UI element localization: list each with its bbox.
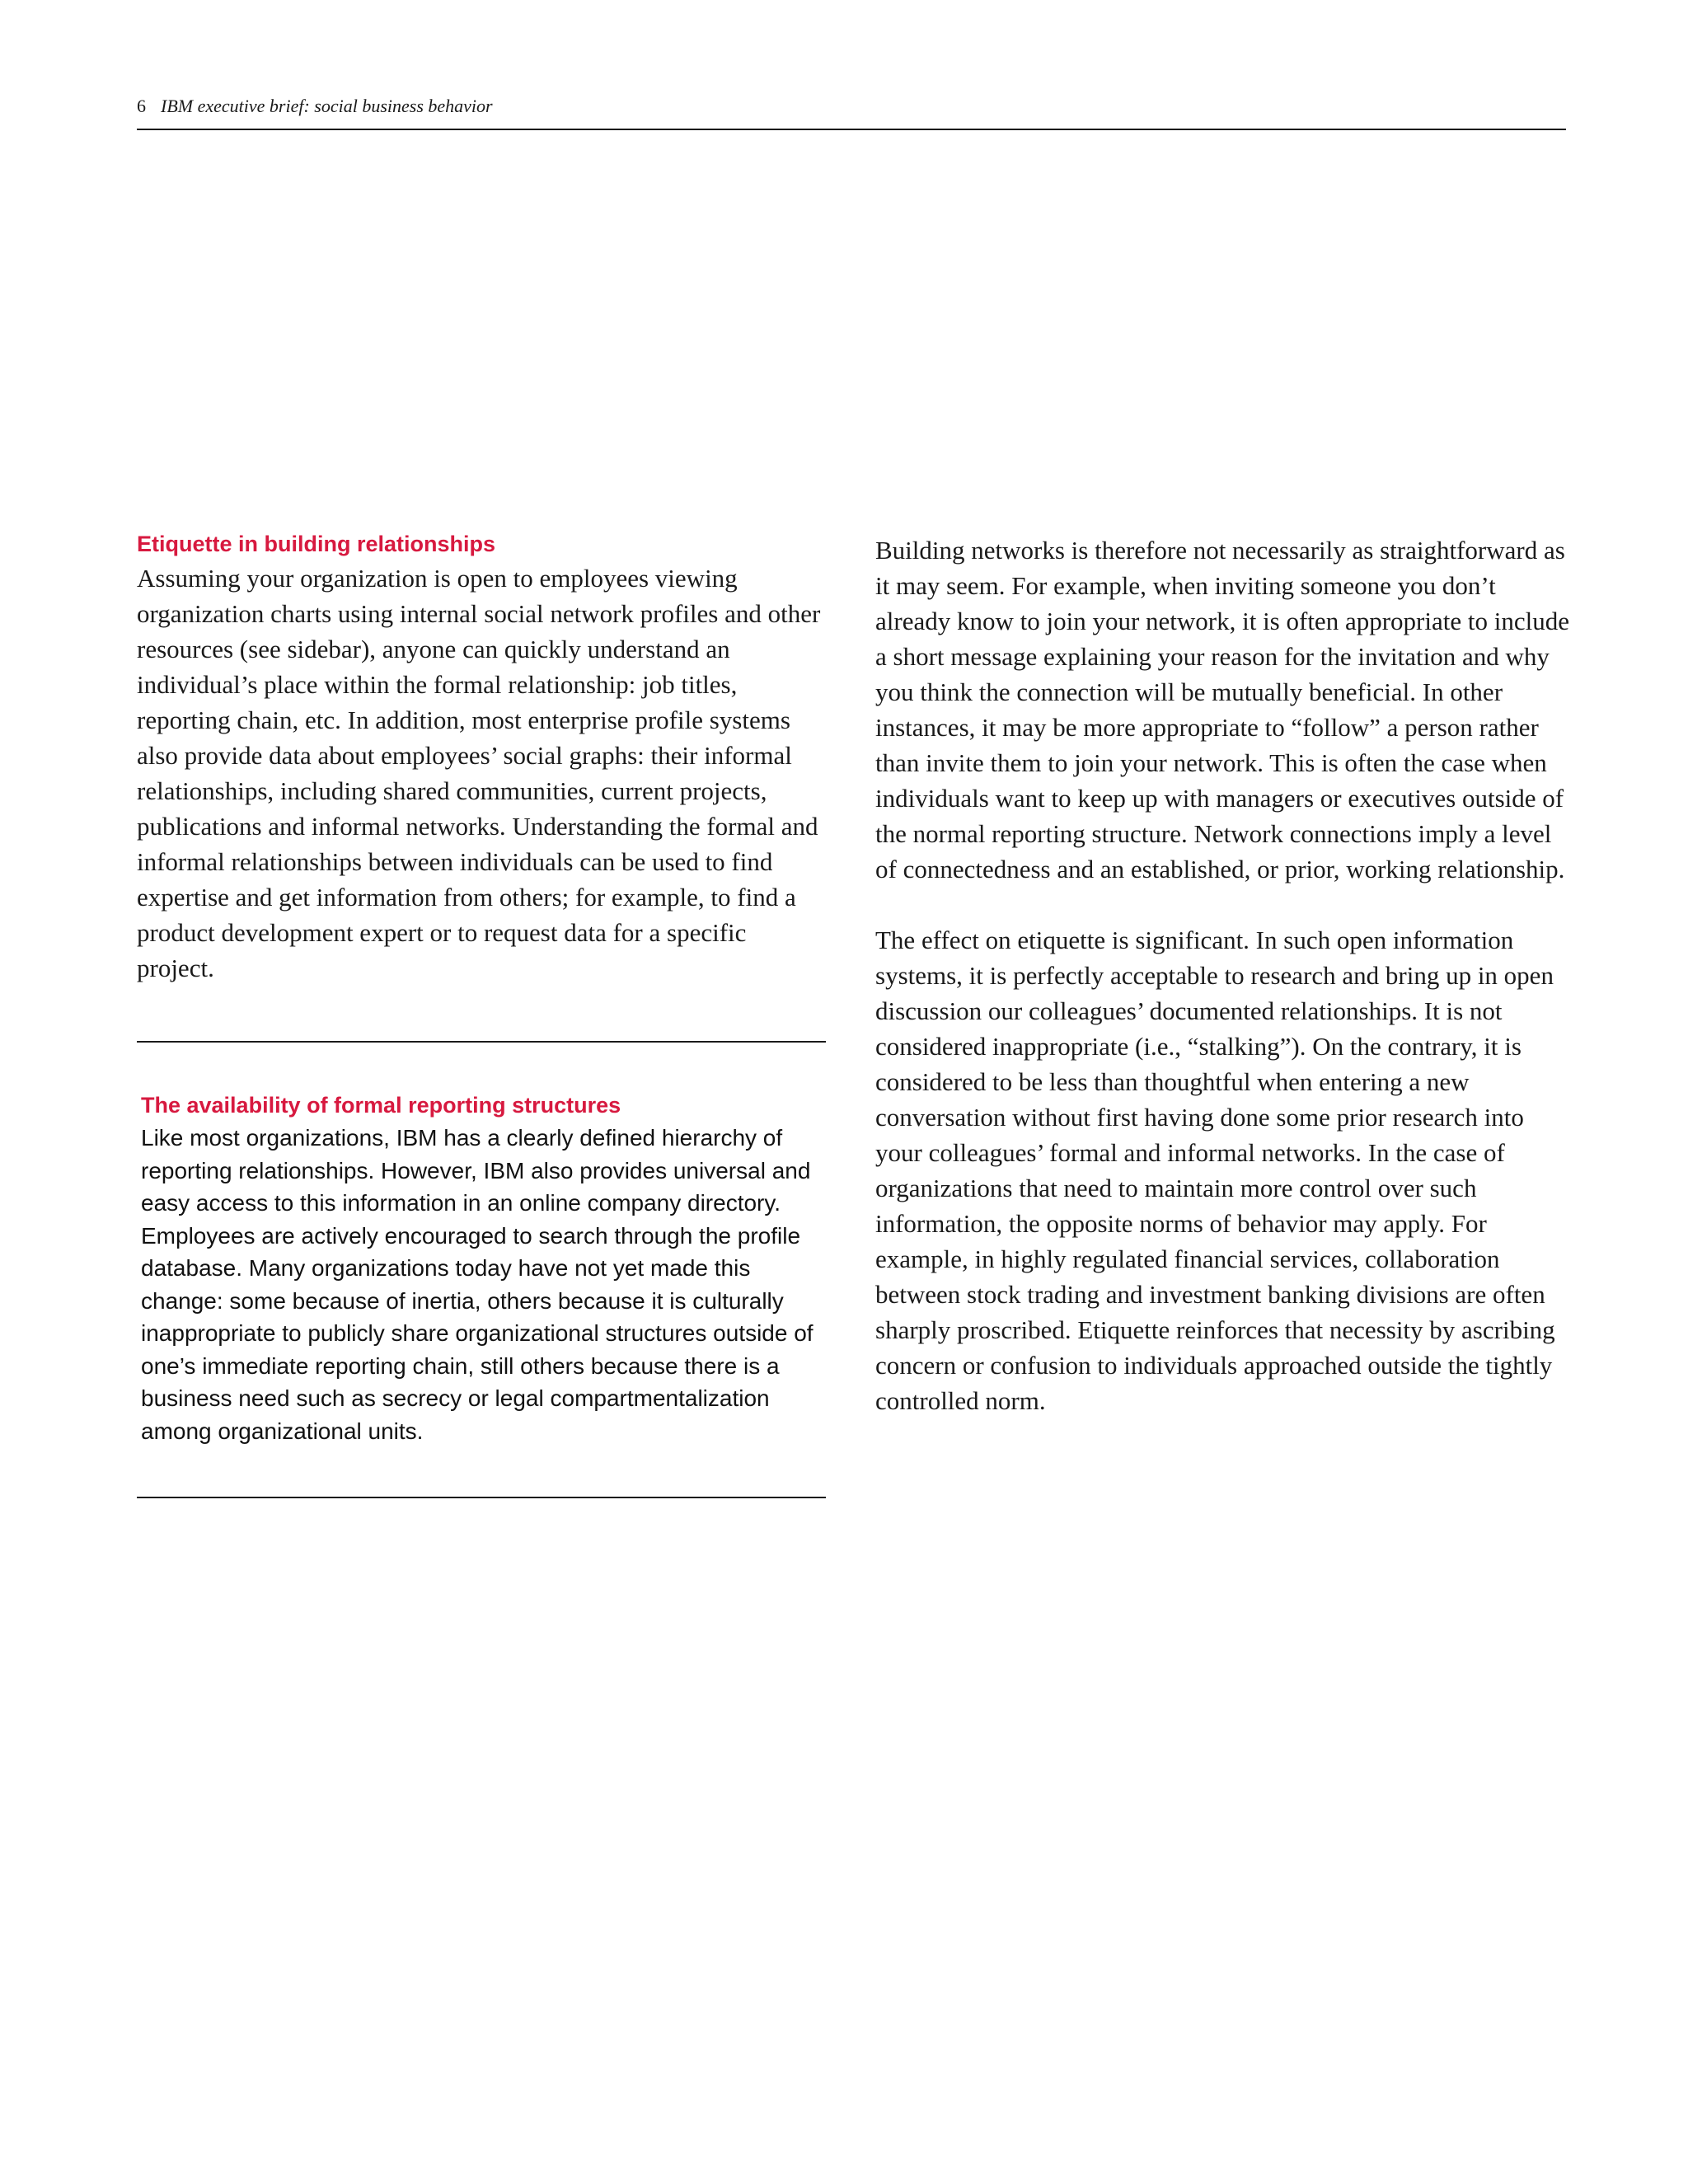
section-heading: Etiquette in building relationships [137, 532, 496, 556]
right-paragraph-1: Building networks is therefore not necessarily as straightforward as it may seem. For example, when inviting someone you don’t already know to join your network, it is often appropriate to include a short message explaining your reason for the invitation and why you think the connection will be mutually beneficial. In other instances, it may be more appropriate to “follow” a person rather than invite them to join your network. This is often the case when individuals want to keep up with managers or executives outside of the normal reporting structure. Network connections imply a level of connectedness and an established, or prior, working relationship. [875, 536, 1569, 883]
section-paragraph: Assuming your organization is open to employees viewing organization charts using internal social network profiles and other resources (see sidebar), anyone can quickly understand an individual’s place within the formal relationship: job titles, reporting chain, etc. In addition, most enterprise profile systems also provide data about employees’ social graphs: their informal relationships, including shared communities, current projects, publications and informal networks. Understanding the formal and informal relationships between individuals can be used to find expertise and get information from others; for example, to find a product development expert or to request data for a specific project. [137, 564, 821, 982]
sidebar-bottom-rule [137, 1497, 826, 1498]
sidebar-heading: The availability of formal reporting structures [141, 1093, 621, 1118]
page-number: 6 [137, 96, 146, 116]
sidebar-top-rule [137, 1041, 826, 1043]
right-paragraph-2: The effect on etiquette is significant. In such open information systems, it is perfectly acceptable to research and bring up in open discussion our colleagues’ documented relationships. It is not considered inappropriate (i.e., “stalking”). On the contrary, it is considered to be less than thoughtful when entering a new conversation without first having done some prior research into your colleagues’ formal and informal networks. In the case of organizations that need to maintain more control over such information, the opposite norms of behavior may apply. For example, in highly regulated financial services, collaboration between stock trading and investment banking divisions are often sharply proscribed. Etiquette reinforces that necessity by ascribing concern or confusion to individuals approached outside the tightly controlled norm. [875, 926, 1555, 1415]
left-column [137, 527, 829, 1498]
right-column [875, 527, 1576, 1418]
running-header [137, 94, 1566, 130]
sidebar-box [137, 1089, 829, 1447]
publication-title: IBM executive brief: social business behavior [161, 96, 493, 116]
sidebar-paragraph: Like most organizations, IBM has a clearly defined hierarchy of reporting relationships. However, IBM also provides universal and easy access to this information in an online company directory. Employees are actively encouraged to search through the profile database. Many organizations today have not yet made this change: some because of inertia, others because it is culturally inappropriate to publicly share organizational structures outside of one’s immediate reporting chain, still others because there is a business need such as secrecy or legal compartmentalization among organizational units. [141, 1125, 814, 1444]
